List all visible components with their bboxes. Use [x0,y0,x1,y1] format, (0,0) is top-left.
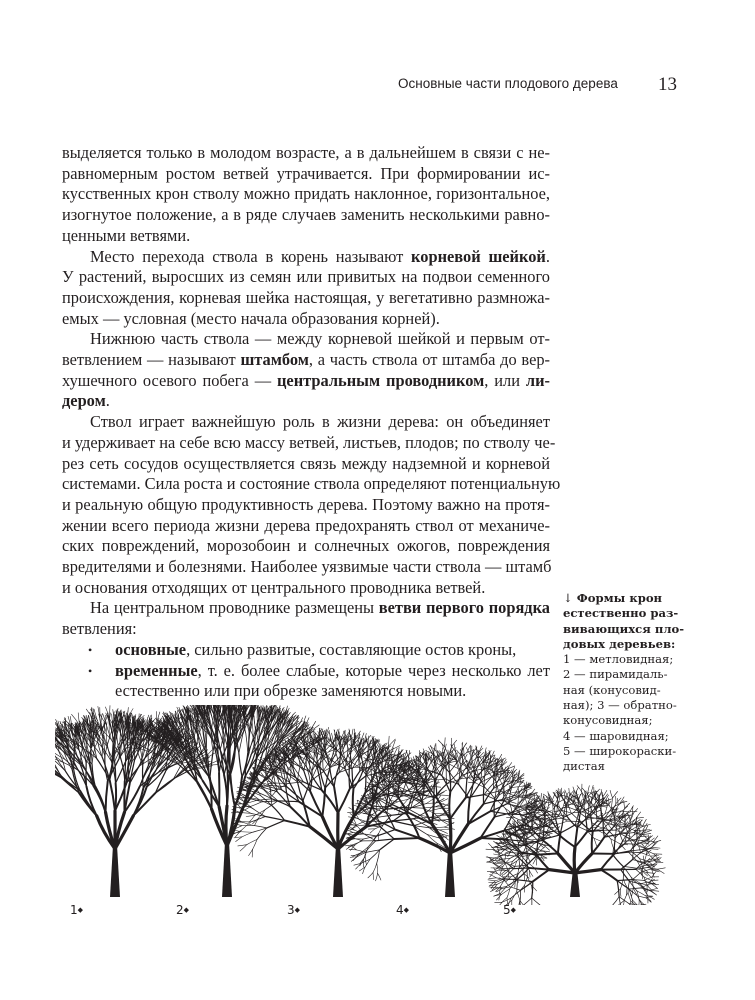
tree-branch [588,796,589,804]
tree-branch [486,857,494,858]
text-run: кусственных крон стволу можно придать наклонное, горизонтальное, [62,184,550,204]
tree-branch [532,898,541,905]
text-run: системами. Сила роста и состояние ствола определяют потенциальную [62,474,561,494]
text-run: , т. е. более слабые, которые через несколько лет [197,660,550,680]
tree-branch [626,887,627,894]
tree-branch [527,855,538,866]
paragraph-line [62,432,556,454]
paragraph-line [62,454,550,475]
tree-branch [641,853,651,857]
bold-term: ли- [525,370,550,390]
paragraph-line [62,309,550,330]
tree-branch [630,811,637,812]
tree-branch [86,787,96,816]
paragraph-line [62,391,550,412]
tree-branch [520,882,532,891]
paragraph-line [62,412,550,433]
text-run: , а часть ствола от штамба до вер- [308,350,550,370]
text-run: , сильно развитые, составляющие остов кроны, [186,639,517,659]
tree-trunk [445,849,455,897]
tree-branch [627,813,630,821]
bullet-line [62,661,550,682]
tree-trunk [333,845,343,897]
tree-branch [643,833,651,834]
paragraph-line [62,288,550,309]
tree-branch [529,868,549,870]
bullet-line [62,681,550,702]
caption-title-line: естественно раз- [563,606,679,621]
tree-branch [267,820,285,828]
tree-branch [559,835,575,847]
text-run: ветвлением — называют [62,350,241,370]
tree-branch [466,747,470,754]
tree-branch [262,801,278,802]
tree-branch [253,825,267,828]
tree-branch [338,789,350,813]
text-run: емых — условная (место начала образования корней). [62,308,440,328]
tree-branch [259,800,272,806]
tree-branch [517,880,533,882]
paragraph-line [62,205,550,226]
paragraph-line [62,267,550,288]
bold-term: центральным проводником [276,370,485,390]
tree-branch [133,793,155,816]
tree-branch [367,841,376,850]
tree-branch [531,898,532,905]
tree-branch [133,787,146,816]
tree-branch [298,757,304,771]
paragraph-line [62,226,550,247]
caption-title-line: довых деревьев: [563,636,676,651]
running-header: Основные части плодового дерева [398,76,618,91]
caption-line: 2 — пирамидаль- [563,667,668,682]
tree-branch [622,806,628,811]
tree-branch [578,792,582,798]
tree-branch [57,748,65,759]
tree-branch [255,818,259,825]
paragraph-line [62,557,550,578]
caption-title-line: ↓ Формы крон [563,591,663,605]
tree-branch [494,798,495,817]
text-run: вредителями и болезнями. Наиболее уязвимые части ствола — штамб [62,557,552,577]
tree-branch [488,880,495,881]
tree-branch [239,753,242,777]
paragraph-line [62,495,550,516]
text-run: изогнутое положение, а в ряде случаев заменить несколькими равно- [62,205,550,225]
tree-branch [353,789,354,816]
bold-term: временные [115,660,198,680]
tree-branch [246,815,254,816]
tree-branch [636,817,643,818]
tree-branch [107,746,111,763]
bullet-icon: • [88,642,93,657]
tree-branch [450,798,466,819]
tree-branch [353,838,362,841]
tree-branch [356,821,365,825]
tree-branch [439,829,449,830]
tree-branch [565,790,568,797]
paragraph-line [62,516,550,537]
tree-crown-forms-illustration [55,705,695,905]
tree-branch [378,873,381,880]
tree-branch [561,825,576,833]
tree-branch [592,837,604,853]
tree-branch [489,878,497,879]
tree-branch [497,880,506,885]
tree-branch [362,749,368,756]
tree-branch [470,746,471,755]
tree-branch [450,776,461,792]
tree-branch [246,734,248,754]
tree-branch [447,775,457,784]
tree-branch [512,891,517,900]
tree-branch [468,804,483,824]
tree-branch [376,873,378,881]
tree-branch [226,806,227,846]
caption-line: ная); 3 — обратно- [563,698,677,713]
tree-branch [538,853,558,854]
tree-branch [377,830,395,836]
caption-line: 1 — метловидная; [563,652,674,667]
tree-branch [368,873,373,878]
bold-term: ветви первого порядка [378,598,550,618]
tree-branch [474,755,477,766]
tree-branch [610,790,612,798]
tree-trunk [222,842,232,897]
paragraph-line [62,371,550,392]
text-run: и удерживает на себе всю массу ветвей, листьев, плодов; по стволу че- [62,432,556,452]
arrow-down-icon: ↓ [563,591,573,605]
text-run: жении всего периода жизни дерева предохранять ствол от механиче- [62,515,550,535]
tree-branch [247,839,257,844]
tree-branch [365,857,366,865]
text-run: равномерным ростом ветвей утрачивается. При формировании ис- [62,163,550,183]
tree-branch [615,889,621,895]
text-run: ских повреждений, морозобоин и солнечных ожогов, повреждения [62,536,550,556]
tree-branch [522,898,531,905]
text-run: и основания отходящих от центрального проводника ветвей. [62,577,486,597]
text-run: , или [484,370,526,390]
tree-branch [255,810,266,816]
tree-branch [468,811,490,824]
tree-branch [377,863,378,873]
tree-branch [438,740,444,746]
text-run: . [545,246,550,266]
tree-branch [631,849,645,850]
tree-branch [478,758,481,768]
tree-branch [484,773,485,786]
tree-branch [197,783,211,809]
paragraph-line [62,598,550,619]
tree-branch [613,792,618,798]
tree-branch [236,720,237,735]
tree-branch [370,829,375,833]
paragraph-line [62,474,561,495]
caption-line: 4 — шаровидная; [563,728,669,743]
text-run: Нижнюю часть ствола — между корневой шейкой и первым от- [90,329,550,349]
tree-branch [541,793,542,801]
tree-branch [446,769,447,784]
tree-branch [373,863,377,872]
tree-branch [346,833,354,835]
tree-branch [509,861,512,870]
text-run: На центральном проводнике размещены [90,598,379,618]
caption-title-line: вивающихся пло- [563,621,685,636]
text-run: происхождения, корневая шейка настоящая, у вегетативно размножа- [62,287,550,307]
paragraph-line [62,536,550,557]
tree-branch [459,784,470,798]
tree-branch [584,807,586,818]
text-run: ветвления: [62,619,137,639]
bullet-line [62,640,550,661]
tree-branch [561,818,564,833]
tree-branch [569,788,570,795]
tree-branch [353,841,363,845]
tree-branch [512,771,513,778]
tree-branch [449,792,450,819]
tree-branch [414,769,421,770]
tree-1 [55,706,219,897]
tree-branch [242,832,252,837]
paragraph-line [62,164,550,185]
caption-line: конусовидная; [563,713,653,728]
tree-branch [625,803,630,808]
text-run: У растений, выросших из семян или привитых на подвои семенного [62,267,550,287]
tree-branch [317,748,318,756]
bold-term: дером [62,391,106,411]
page-number: 13 [658,74,677,95]
tree-branch [389,774,390,789]
tree-branch [86,764,87,787]
tree-branch [592,832,593,853]
text-run: ценными ветвями. [62,225,191,245]
bold-term: основные [115,639,187,659]
tree-branch [533,870,550,882]
tree-trunk [110,845,120,897]
tree-branch [251,802,262,807]
text-run: хушечного осевого побега — [62,370,277,390]
text-run: естественно или при обрезке заменяются новыми. [115,681,467,701]
text-run: рез сеть сосудов осуществляется связь между надземной и корневой [62,453,550,473]
paragraph-line [62,184,550,205]
tree-branch [452,740,457,746]
tree-branch [636,812,640,818]
paragraph-line [62,329,550,350]
bullet-icon: • [88,663,93,678]
tree-branch [496,863,503,864]
tree-branch [95,786,105,812]
tree-branch [439,830,447,834]
tree-branch [564,792,565,799]
tree-branch [97,759,110,781]
text-run: Место перехода ствола в корень называют [90,246,412,266]
text-run: Ствол играет важнейшую роль в жизни дерева: он объединяет [90,412,550,432]
tree-branch [243,822,253,825]
paragraph-line [62,350,550,371]
paragraph-line [62,247,550,268]
text-run: выделяется только в молодом возрасте, а в дальнейшем в связи с не- [62,143,550,162]
caption-line: дистая [563,759,605,774]
tree-branch [517,891,520,900]
tree-branch [493,775,494,788]
tree-branch [536,858,537,865]
tree-branch [394,838,419,839]
tree-branch [445,738,446,747]
tree-branch [356,818,365,821]
tree-branch [278,801,299,802]
tree-branch [438,773,446,779]
paragraph-line [62,578,550,599]
caption-line: ная (конусовид- [563,682,661,697]
body-text [62,143,561,702]
text-run: и реальную общую продуктивность дерева. Поэтому важно на протя- [62,494,550,514]
tree-branch [450,819,451,853]
tree-branch [432,798,434,824]
tree-branch [434,813,444,814]
tree-branch [398,783,399,797]
tree-branch [106,781,108,812]
tree-branch [525,797,528,804]
caption-line: 5 — широкораски- [563,743,677,758]
tree-branch [438,795,448,796]
tree-branch [537,855,549,869]
paragraph-line [62,619,550,640]
text-run: . [105,391,110,411]
tree-branch [510,887,520,890]
tree-branch [512,786,523,787]
tree-branch [601,854,615,870]
tree-branch [468,799,470,824]
bold-term: корневой шейкой [411,246,546,266]
tree-branch [574,847,575,873]
tree-branch [618,801,623,806]
tree-branch [650,849,658,850]
paragraph-line [62,143,550,164]
tree-branch [101,714,102,725]
tree-branch [110,780,115,811]
tree-branch [488,843,494,849]
tree-branch [568,804,571,813]
bold-term: штамбом [240,350,309,370]
